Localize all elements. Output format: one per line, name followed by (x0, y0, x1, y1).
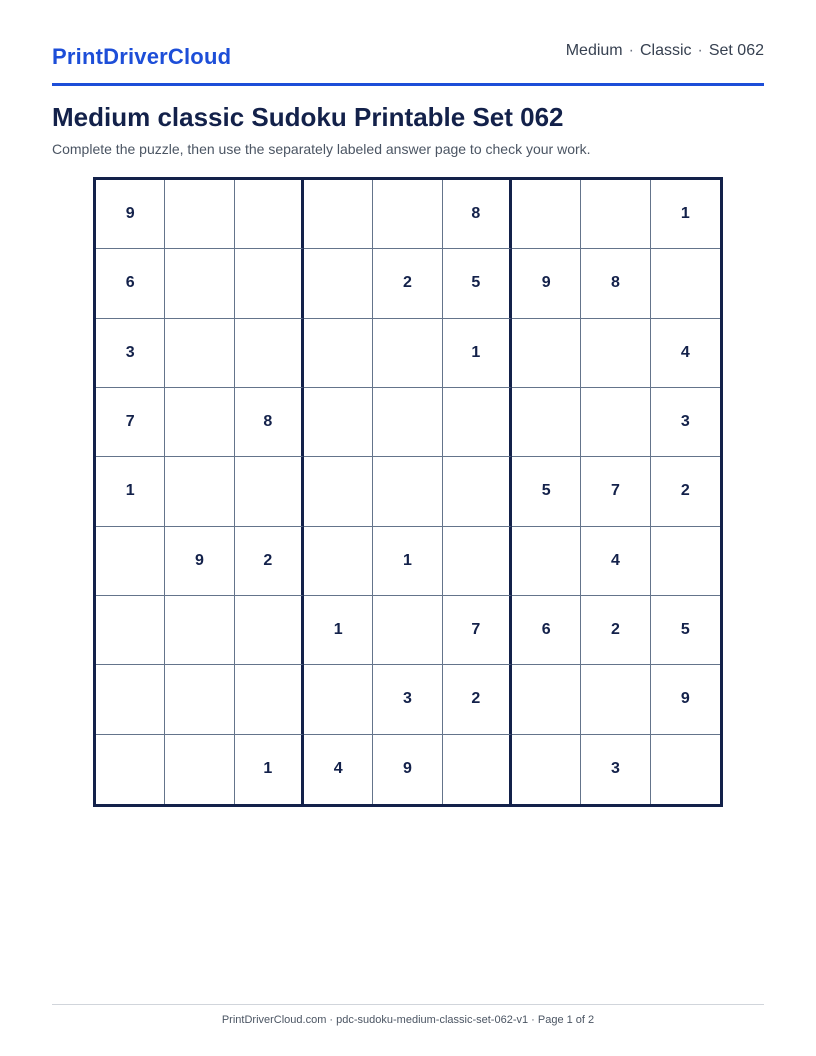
page-subtitle: Complete the puzzle, then use the separately labeled answer page to check your work. (52, 141, 591, 157)
sudoku-cell: 3 (651, 388, 720, 457)
sudoku-cell (165, 596, 234, 665)
sudoku-cell: 3 (373, 665, 442, 734)
sudoku-cell: 6 (96, 249, 165, 318)
page-footer: PrintDriverCloud.com · pdc-sudoku-medium-classic-set-062-v1 · Page 1 of 2 (52, 1004, 764, 1026)
sudoku-cell (96, 735, 165, 804)
sudoku-cell (304, 249, 373, 318)
sudoku-cell: 9 (512, 249, 581, 318)
sudoku-cell: 8 (581, 249, 650, 318)
sudoku-cell (165, 319, 234, 388)
sudoku-cell: 5 (651, 596, 720, 665)
sudoku-cell (512, 527, 581, 596)
sudoku-cell: 1 (443, 319, 512, 388)
sudoku-cell: 9 (165, 527, 234, 596)
sudoku-cell (443, 388, 512, 457)
sudoku-cell (235, 596, 304, 665)
sudoku-cell: 7 (96, 388, 165, 457)
sudoku-cell: 9 (373, 735, 442, 804)
sudoku-cell (512, 665, 581, 734)
sudoku-cell (96, 665, 165, 734)
meta-variant: Classic (639, 42, 692, 59)
sudoku-cell (165, 665, 234, 734)
sudoku-cell (96, 527, 165, 596)
sudoku-grid (93, 177, 723, 807)
sudoku-cell (304, 457, 373, 526)
sudoku-cell: 4 (304, 735, 373, 804)
sudoku-cell: 2 (235, 527, 304, 596)
sudoku-cell: 1 (373, 527, 442, 596)
sudoku-cell (304, 388, 373, 457)
sudoku-cell (165, 457, 234, 526)
sudoku-cell (443, 457, 512, 526)
sudoku-cell (165, 735, 234, 804)
sudoku-cell (512, 319, 581, 388)
sudoku-cell: 9 (96, 180, 165, 249)
page-header (52, 40, 764, 86)
meta-set: Set 062 (708, 42, 764, 59)
sudoku-cell (304, 180, 373, 249)
sudoku-cell (373, 596, 442, 665)
meta-separator: · (628, 42, 634, 59)
sudoku-cell (373, 457, 442, 526)
sudoku-cell: 4 (651, 319, 720, 388)
sudoku-cell (165, 388, 234, 457)
sudoku-cell: 8 (443, 180, 512, 249)
sudoku-cell: 1 (304, 596, 373, 665)
sudoku-cell: 2 (651, 457, 720, 526)
sudoku-cell: 6 (512, 596, 581, 665)
sudoku-cell: 2 (373, 249, 442, 318)
meta-difficulty: Medium (565, 42, 623, 59)
sudoku-cell (235, 180, 304, 249)
sudoku-cell (165, 249, 234, 318)
sudoku-cell (235, 665, 304, 734)
sudoku-cell (373, 388, 442, 457)
sudoku-cell: 3 (581, 735, 650, 804)
sudoku-cell: 5 (443, 249, 512, 318)
sudoku-cell (235, 249, 304, 318)
sudoku-cell (304, 527, 373, 596)
sudoku-cell: 4 (581, 527, 650, 596)
sudoku-cell: 8 (235, 388, 304, 457)
sudoku-cell (373, 319, 442, 388)
sudoku-cell (443, 735, 512, 804)
sudoku-cell (512, 388, 581, 457)
sudoku-cell: 1 (651, 180, 720, 249)
sudoku-cell (651, 249, 720, 318)
sudoku-cell (304, 319, 373, 388)
sudoku-cell (512, 735, 581, 804)
meta-separator: · (697, 42, 703, 59)
sudoku-cell (235, 457, 304, 526)
sudoku-cell: 1 (96, 457, 165, 526)
sudoku-cell (651, 527, 720, 596)
sudoku-cell: 7 (443, 596, 512, 665)
sudoku-cell (165, 180, 234, 249)
sudoku-cell (512, 180, 581, 249)
sudoku-cell (304, 665, 373, 734)
sudoku-cell (581, 388, 650, 457)
sudoku-cell: 9 (651, 665, 720, 734)
page-title: Medium classic Sudoku Printable Set 062 (52, 102, 564, 132)
sudoku-cell: 2 (581, 596, 650, 665)
sudoku-cell (651, 735, 720, 804)
sudoku-cell (581, 180, 650, 249)
sudoku-cell: 2 (443, 665, 512, 734)
puzzle-meta (566, 42, 764, 60)
sudoku-cell: 3 (96, 319, 165, 388)
sudoku-cell (235, 319, 304, 388)
sudoku-cell (581, 319, 650, 388)
brand-logo: PrintDriverCloud (52, 44, 232, 69)
sudoku-cell: 7 (581, 457, 650, 526)
sudoku-cell (443, 527, 512, 596)
sudoku-cell (96, 596, 165, 665)
sudoku-cell (373, 180, 442, 249)
sudoku-cell: 1 (235, 735, 304, 804)
sudoku-cell (581, 665, 650, 734)
sudoku-cell: 5 (512, 457, 581, 526)
